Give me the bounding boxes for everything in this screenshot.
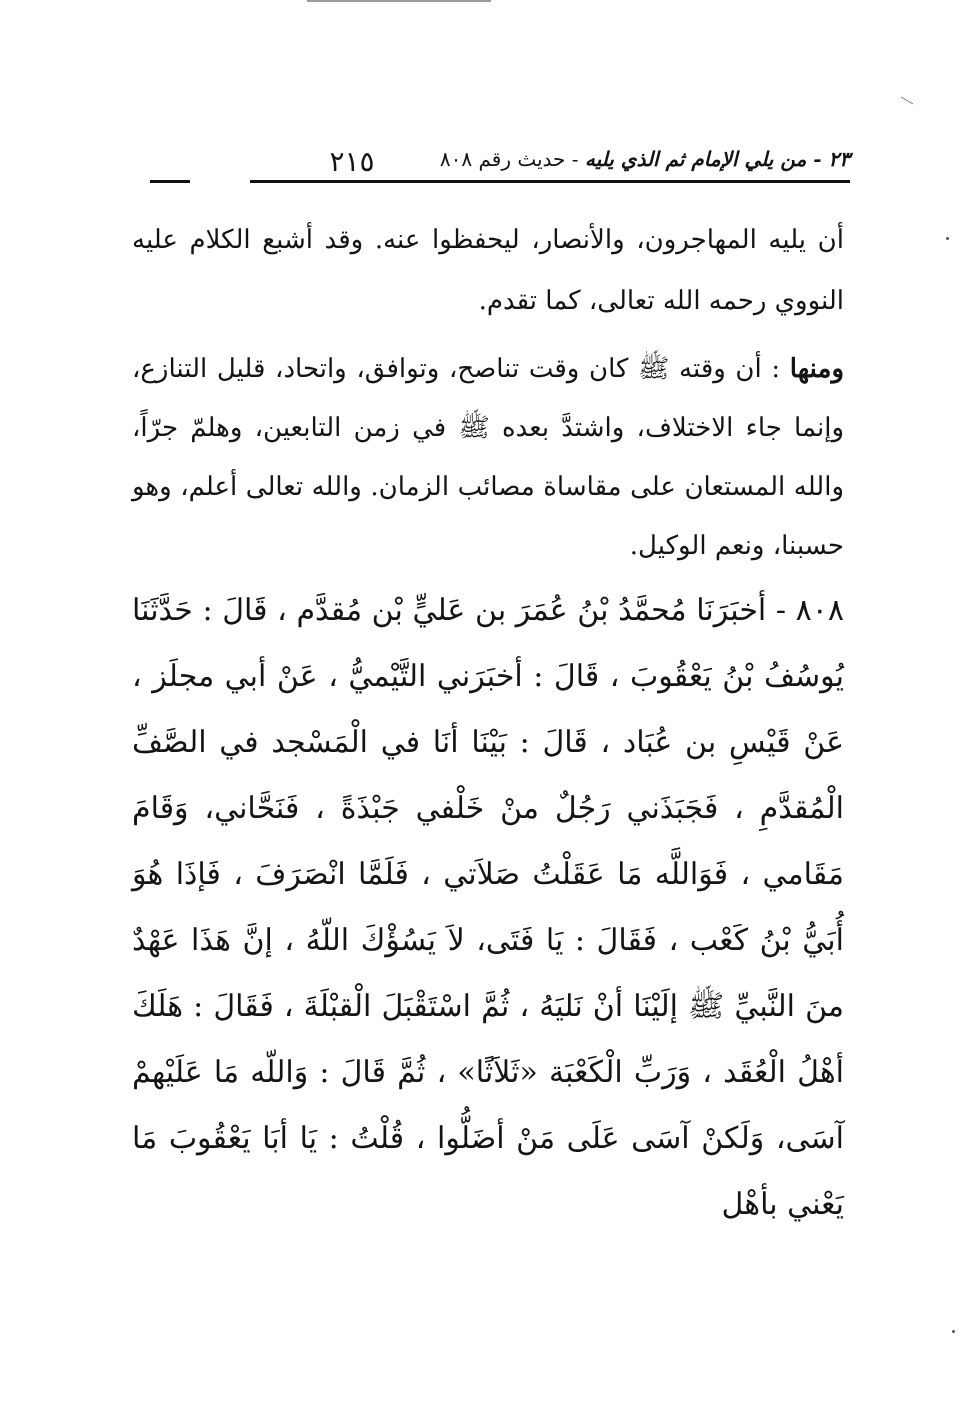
minha-body: : أن وقته ﷺ كان وقت تناصح، وتوافق، واتحاد، قليل التنازع، وإنما جاء الاختلاف، واشتدَّ بعده ﷺ في زمن التابعين، وهلمّ جرّاً، والله المستعان على مقاساة مصائب الزمان. والله تعالى أعلم، وهو حسبنا، ونعم الوكيل. <box>132 354 844 561</box>
page-number-rule <box>150 180 190 183</box>
running-header <box>150 140 850 186</box>
hadith-reference: - حديث رقم ٨٠٨ <box>439 147 585 171</box>
hadith-808 <box>132 578 844 1238</box>
page-number: ٢١٥ <box>329 145 375 178</box>
scan-speck <box>952 1330 955 1333</box>
header-title <box>390 140 850 178</box>
top-rule <box>307 0 491 2</box>
hadith-body <box>132 578 844 1238</box>
header-rule <box>250 180 850 183</box>
hadith-text: أخبَرَنَا مُحمَّدُ بْنُ عُمَرَ بن عَليٍّ بْن مُقدَّم ، قَالَ : حَدَّثَنَا يُوسُفُ بْنُ يَعْقُوبَ ، قَالَ : أخبَرَني التَّيْميُّ ، عَنْ أبي مجلَز ، عَنْ قَيْسِ بن عُبَاد ، قَالَ : بَيْنَا أنَا في الْمَسْجد في الصَّفِّ الْمُقدَّمِ ، فَجَبَذَني رَجُلٌ منْ خَلْفي جَبْذَةً ، فَنَحَّاني، وَقَامَ مَقَامي ، فَوَاللَّه مَا عَقَلْتُ صَلاَتي ، فَلَمَّا انْصَرَفَ ، فَإذَا هُوَ أُبَيُّ بْنُ كَعْب ، فَقَالَ : يَا فَتَى، لاَ يَسُؤْكَ اللّهُ ، إنَّ هَذَا عَهْدٌ منَ النَّبيِّ ﷺ إلَيْنَا أنْ نَليَهُ ، ثُمَّ اسْتَقْبَلَ الْقبْلَةَ ، فَقَالَ : هَلَكَ أهْلُ الْعُقَد ، وَرَبِّ الْكَعْبَة «ثَلاَثًا» ، ثُمَّ قَالَ : وَاللّه مَا عَلَيْهمْ آسَى، وَلَكنْ آسَى عَلَى مَنْ أضَلُّوا ، قُلْتُ : يَا أبَا يَعْقُوبَ مَا يَعْني بأهْل <box>132 593 844 1222</box>
scan-speck <box>946 237 949 240</box>
hadith-number: ٨٠٨ - <box>775 593 844 628</box>
chapter-title: ٢٣ - من يلي الإمام ثم الذي يليه <box>584 147 850 171</box>
minha-paragraph <box>132 340 844 576</box>
scan-mark <box>901 97 914 105</box>
intro-paragraph: أن يليه المهاجرون، والأنصار، ليحفظوا عنه. وقد أشبع الكلام عليه النووي رحمه الله تعالى، كما تقدم. <box>132 225 844 316</box>
minha-lead-word: ومنها <box>789 354 844 384</box>
